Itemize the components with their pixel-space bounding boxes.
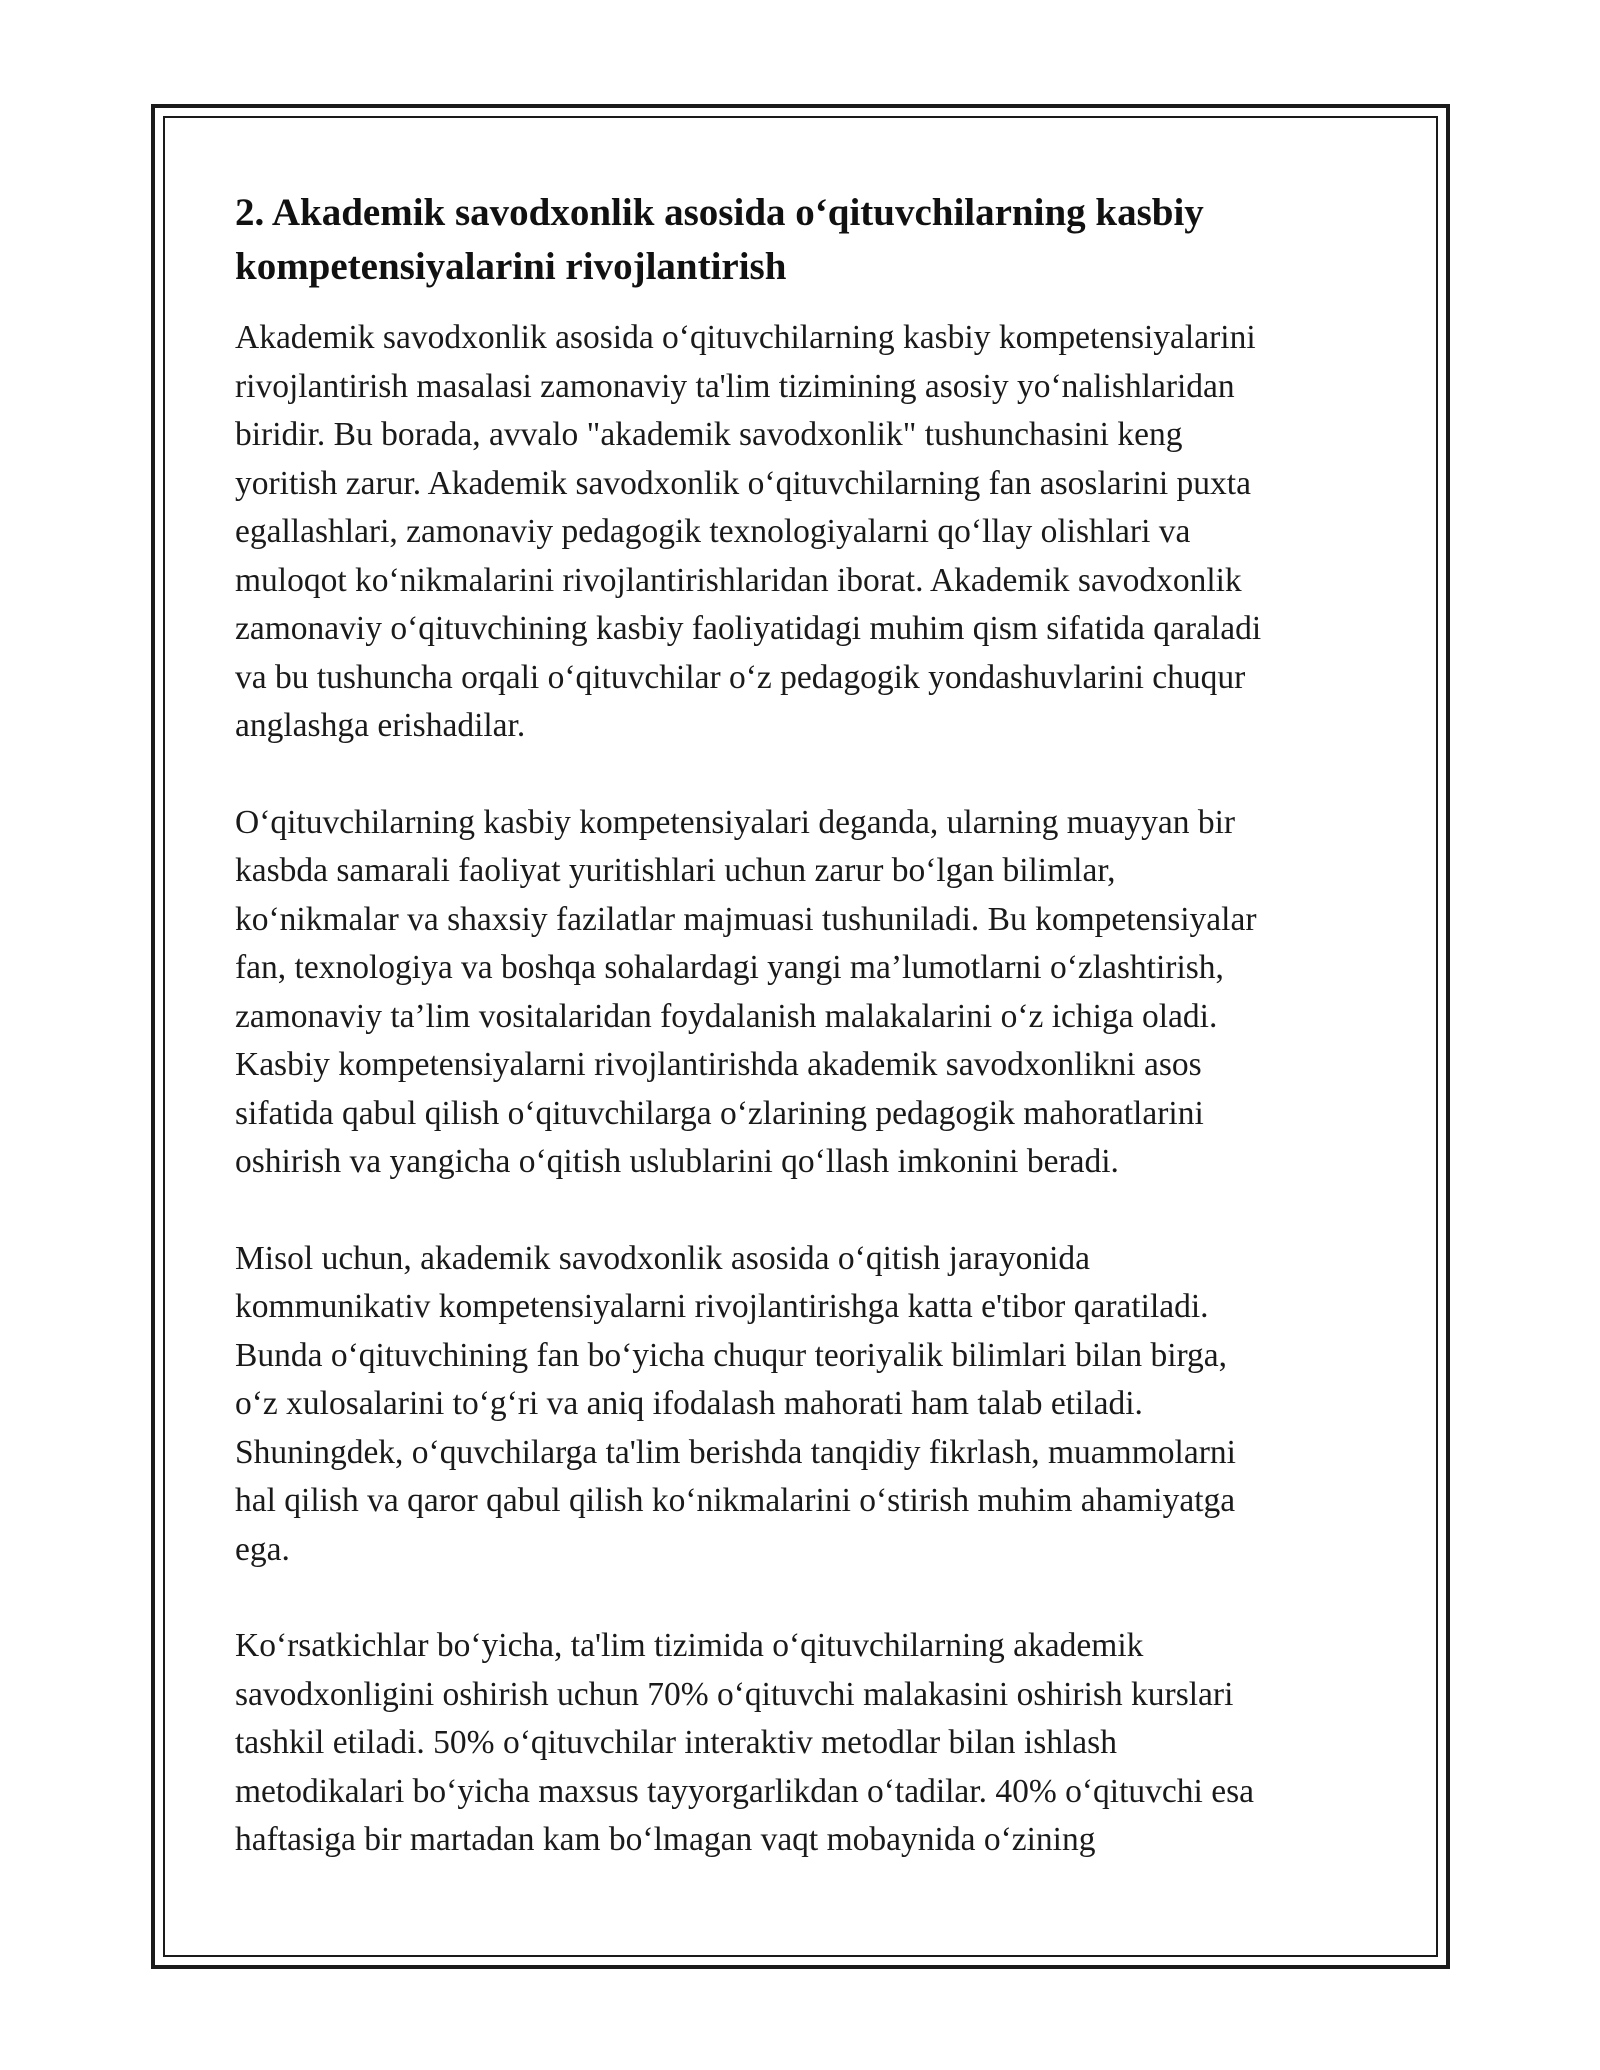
paragraph-line: hal qilish va qaror qabul qilish ko‘nikmalarini o‘stirish muhim ahamiyatga: [235, 1482, 1236, 1519]
paragraph-line: tashkil etiladi. 50% o‘qituvchilar interaktiv metodlar bilan ishlash: [235, 1724, 1117, 1761]
paragraph-line: savodxonligini oshirish uchun 70% o‘qituvchi malakasini oshirish kurslari: [235, 1675, 1234, 1713]
paragraph-line: Misol uchun, akademik savodxonlik asosida o‘qitish jarayonida: [235, 1239, 1091, 1277]
paragraph-line: o‘z xulosalarini to‘g‘ri va aniq ifodalash mahorati ham talab etiladi.: [235, 1385, 1143, 1422]
paragraph-line: haftasiga bir martadan kam bo‘lmagan vaqt mobaynida o‘zining: [235, 1821, 1096, 1858]
paragraph-line: Bunda o‘qituvchining fan bo‘yicha chuqur teoriyalik bilimlari bilan birga,: [235, 1336, 1228, 1374]
paragraph-line: muloqot ko‘nikmalarini rivojlantirishlaridan iborat. Akademik savodxonlik: [235, 561, 1242, 599]
paragraph-line: Shuningdek, o‘quvchilarga ta'lim berishda tanqidiy fikrlash, muammolarni: [235, 1433, 1236, 1471]
paragraph-line: Ko‘rsatkichlar bo‘yicha, ta'lim tizimida o‘qituvchilarning akademik: [235, 1627, 1144, 1664]
body-paragraph: [235, 1235, 1365, 1575]
paragraph-line: zamonaviy ta’lim vositalaridan foydalanish malakalarini o‘z ichiga oladi.: [235, 997, 1218, 1035]
paragraph-line: ko‘nikmalar va shaxsiy fazilatlar majmuasi tushuniladi. Bu kompetensiyalar: [235, 900, 1257, 938]
document-body: [235, 186, 1365, 1865]
heading-line: 2. Akademik savodxonlik asosida o‘qituvchilarning kasbiy: [235, 191, 1204, 234]
paragraph-line: kommunikativ kompetensiyalarni rivojlantirishga katta e'tibor qaratiladi.: [235, 1288, 1209, 1325]
paragraph-line: Kasbiy kompetensiyalarni rivojlantirishda akademik savodxonlikni asos: [235, 1046, 1202, 1083]
paragraph-line: kasbda samarali faoliyat yuritishlari uchun zarur bo‘lgan bilimlar,: [235, 852, 1116, 889]
paragraph-line: metodikalari bo‘yicha maxsus tayyorgarlikdan o‘tadilar. 40% o‘qituvchi esa: [235, 1772, 1254, 1810]
paragraphs-container: [235, 314, 1365, 1865]
paragraph-line: va bu tushuncha orqali o‘qituvchilar o‘z pedagogik yondashuvlarini chuqur: [235, 658, 1246, 696]
heading-line: kompetensiyalarini rivojlantirish: [235, 245, 787, 288]
paragraph-line: anglashga erishadilar.: [235, 707, 526, 744]
paragraph-line: yoritish zarur. Akademik savodxonlik o‘qituvchilarning fan asoslarini puxta: [235, 464, 1251, 502]
body-paragraph: [235, 1622, 1365, 1865]
paragraph-line: zamonaviy o‘qituvchining kasbiy faoliyatidagi muhim qism sifatida qaraladi: [235, 610, 1262, 647]
paragraph-line: Akademik savodxonlik asosida o‘qituvchilarning kasbiy kompetensiyalarini: [235, 319, 1256, 356]
paragraph-line: rivojlantirish masalasi zamonaviy ta'lim tizimining asosiy yo‘nalishlaridan: [235, 367, 1235, 405]
paragraph-line: egallashlari, zamonaviy pedagogik texnologiyalarni qo‘llay olishlari va: [235, 513, 1191, 550]
paragraph-line: fan, texnologiya va boshqa sohalardagi yangi ma’lumotlarni o‘zlashtirish,: [235, 949, 1224, 986]
paragraph-line: oshirish va yangicha o‘qitish uslublarini qo‘llash imkonini beradi.: [235, 1143, 1119, 1180]
paragraph-line: ega.: [235, 1530, 290, 1568]
section-heading: [235, 186, 1365, 294]
body-paragraph: [235, 799, 1365, 1187]
paragraph-line: O‘qituvchilarning kasbiy kompetensiyalari deganda, ularning muayyan bir: [235, 803, 1236, 841]
body-paragraph: [235, 314, 1365, 751]
paragraph-line: sifatida qabul qilish o‘qituvchilarga o‘zlarining pedagogik mahoratlarini: [235, 1094, 1204, 1132]
paragraph-line: biridir. Bu borada, avvalo "akademik savodxonlik" tushunchasini keng: [235, 416, 1183, 453]
